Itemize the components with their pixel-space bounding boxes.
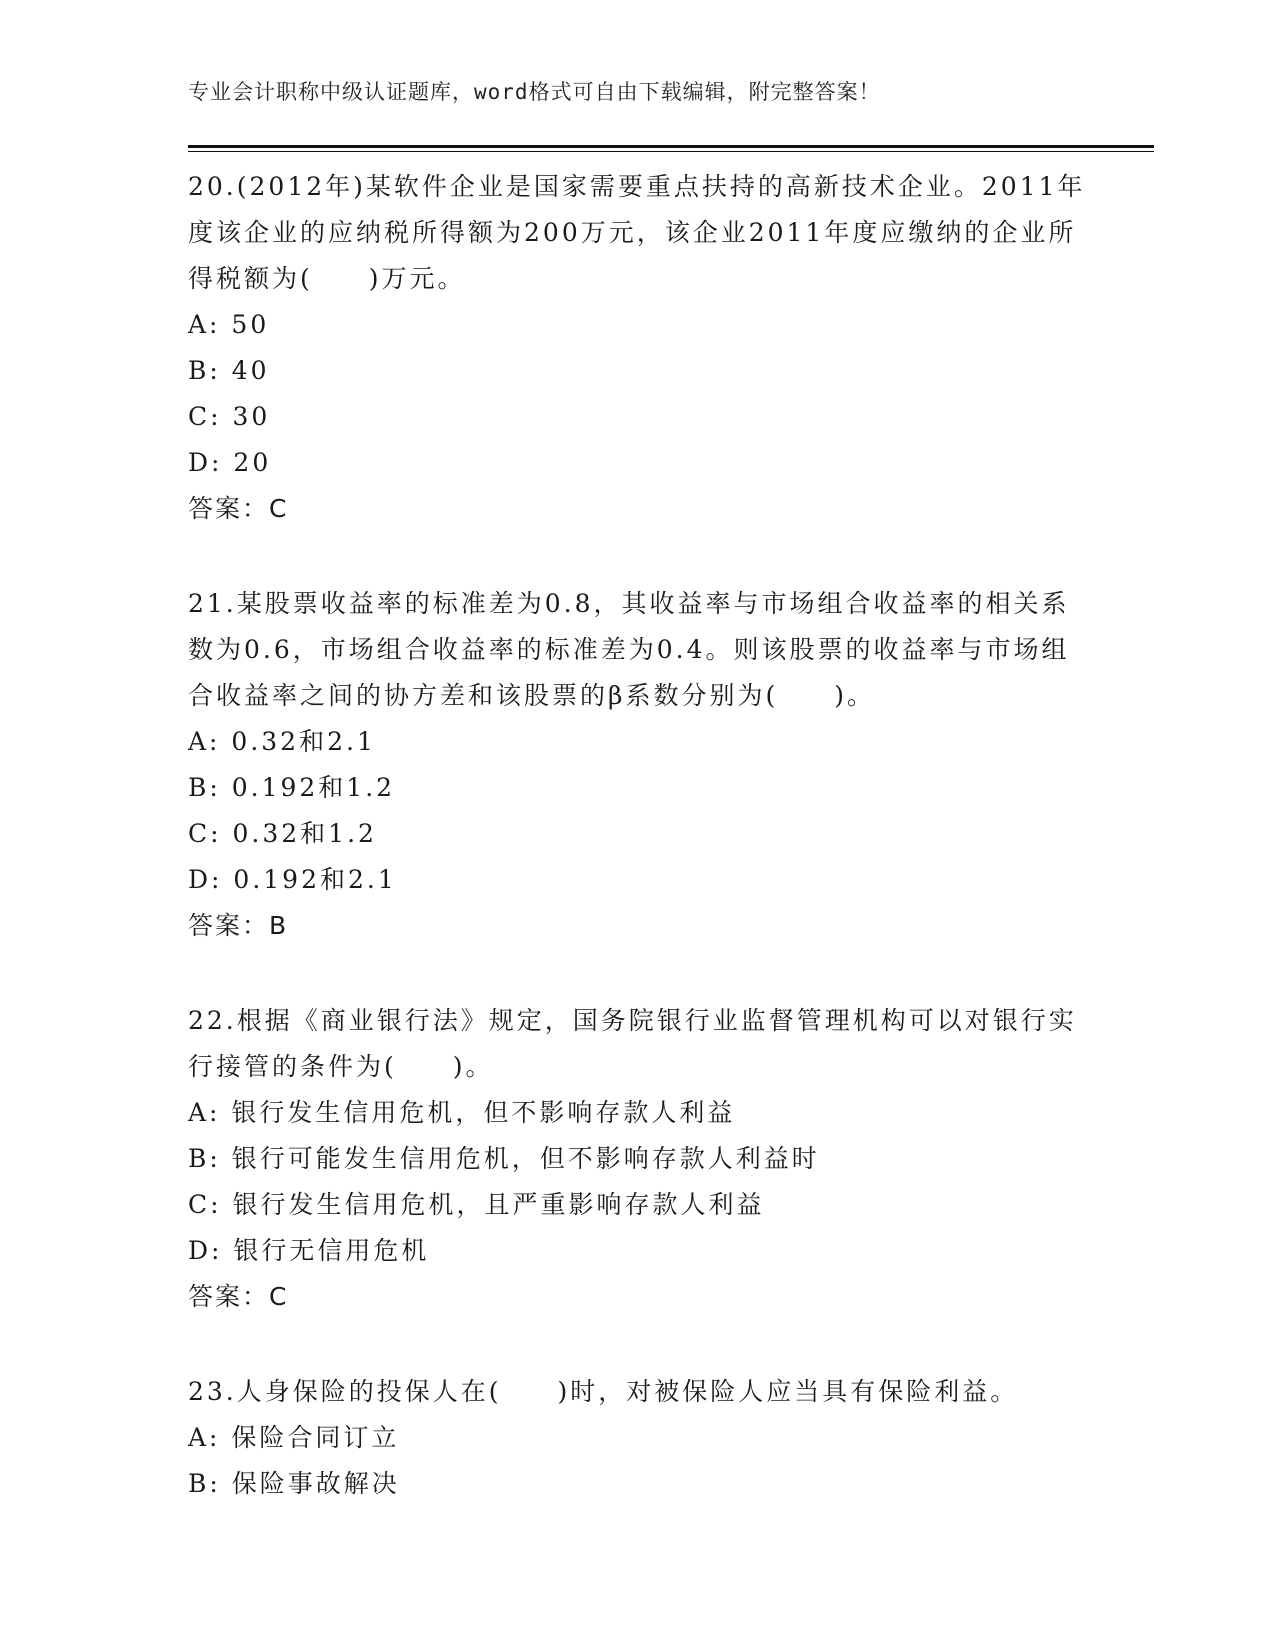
question-stem: 23.人身保险的投保人在( )时，对被保险人应当具有保险利益。 (188, 1377, 1019, 1406)
option-b: B: 40 (188, 356, 270, 385)
option-b: B: 保险事故解决 (188, 1469, 400, 1498)
answer: 答案：C (188, 1282, 289, 1311)
answer: 答案：C (188, 494, 289, 523)
question-stem: 20.(2012年)某软件企业是国家需要重点扶持的高新技术企业。2011年度该企业的应纳税所得额为200万元，该企业2011年度应缴纳的企业所得税额为( )万元。 (188, 172, 1086, 293)
question-20 (188, 160, 1088, 532)
question-23 (188, 1365, 1088, 1507)
option-d: D: 20 (188, 448, 272, 477)
answer: 答案：B (188, 911, 289, 940)
option-b: B: 0.192和1.2 (188, 773, 396, 802)
question-22 (188, 994, 1088, 1320)
question-stem: 21.某股票收益率的标准差为0.8，其收益率与市场组合收益率的相关系数为0.6，市场组合收益率的标准差为0.4。则该股票的收益率与市场组合收益率之间的协方差和该股票的β系数分别为( )。 (188, 589, 1070, 710)
question-21 (188, 577, 1088, 949)
option-a: A: 0.32和2.1 (188, 727, 376, 756)
option-c: C: 30 (188, 402, 271, 431)
option-a: A: 银行发生信用危机，但不影响存款人利益 (188, 1098, 736, 1127)
page-header: 专业会计职称中级认证题库，word格式可自由下载编辑，附完整答案！ (188, 80, 881, 104)
option-d: D: 0.192和2.1 (188, 865, 397, 894)
option-b: B: 银行可能发生信用危机，但不影响存款人利益时 (188, 1144, 820, 1173)
option-c: C: 银行发生信用危机，且严重影响存款人利益 (188, 1190, 765, 1219)
option-d: D: 银行无信用危机 (188, 1236, 430, 1265)
question-list (188, 160, 1088, 1507)
option-a: A: 50 (188, 310, 270, 339)
header-rule-thin (188, 151, 1154, 152)
option-a: A: 保险合同订立 (188, 1423, 400, 1452)
option-c: C: 0.32和1.2 (188, 819, 377, 848)
header-rule-thick (188, 145, 1154, 148)
question-stem: 22.根据《商业银行法》规定，国务院银行业监督管理机构可以对银行实行接管的条件为( )。 (188, 1006, 1077, 1081)
